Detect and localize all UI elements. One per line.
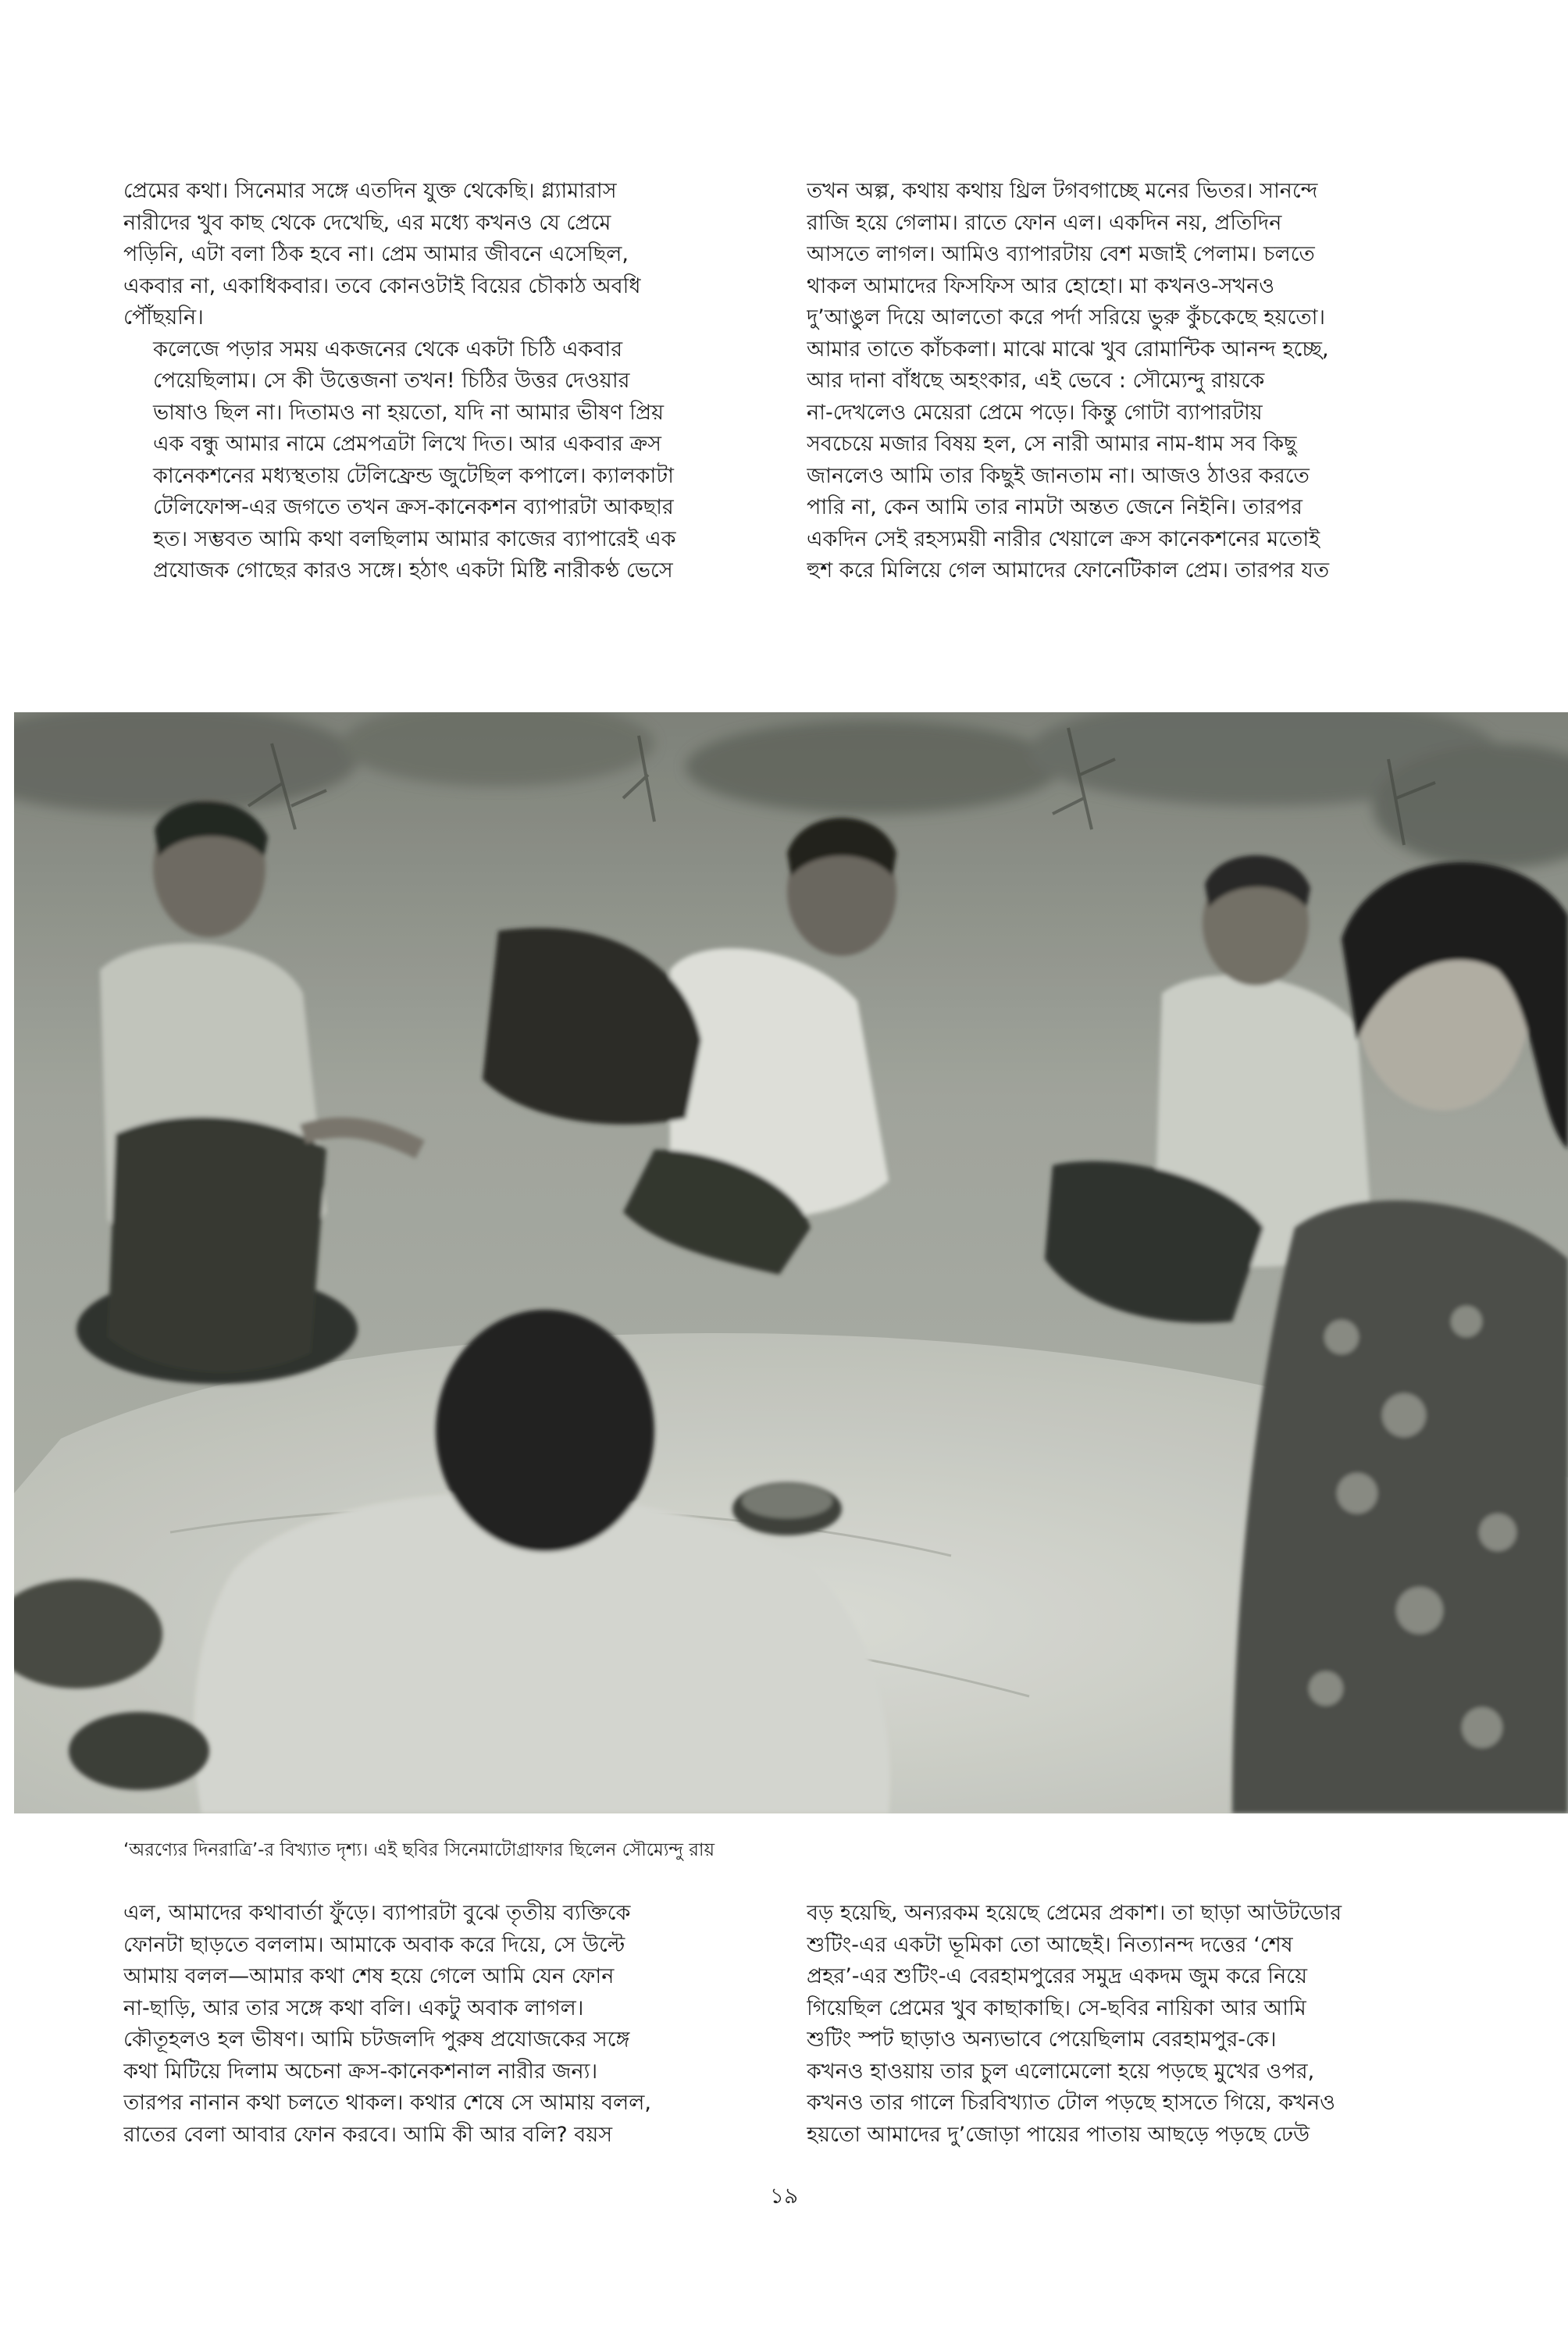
- text-line: রাজি হয়ে গেলাম। রাতে ফোন এল। একদিন নয়, প্রতিদিন: [807, 210, 1282, 235]
- text-line: প্রযোজক গোছের কারও সঙ্গে। হঠাৎ একটা মিষ্টি নারীকণ্ঠ ভেসে: [153, 558, 673, 583]
- photo-caption: ‘অরণ্যের দিনরাত্রি’-র বিখ্যাত দৃশ্য। এই ছবির সিনেমাটোগ্রাফার ছিলেন সৌম্যেন্দু রায়: [123, 1840, 715, 1860]
- text-line: থাকল আমাদের ফিসফিস আর হোহো। মা কখনও-সখনও: [807, 273, 1275, 298]
- text-line: হত। সম্ভবত আমি কথা বলছিলাম আমার কাজের ব্যাপারেই এক: [153, 526, 676, 551]
- text-line: কখনও তার গালে চিরবিখ্যাত টোল পড়ছে হাসতে গিয়ে, কখনও: [807, 2091, 1335, 2115]
- bottom-left-column: [123, 1898, 764, 2151]
- text-line: পেয়েছিলাম। সে কী উত্তেজনা তখন! চিঠির উত্তর দেওয়ার: [153, 369, 630, 393]
- text-line: আর দানা বাঁধছে অহংকার, এই ভেবে : সৌম্যেন্দু রায়কে: [807, 369, 1265, 393]
- text-line: কানেকশনের মধ্যস্থতায় টেলিফ্রেন্ড জুটেছিল কপালে। ক্যালকাটা: [153, 463, 674, 488]
- text-line: গিয়েছিল প্রেমের খুব কাছাকাছি। সে-ছবির নায়িকা আর আমি: [807, 1995, 1306, 2020]
- text-line: পড়িনি, এটা বলা ঠিক হবে না। প্রেম আমার জীবনে এসেছিল,: [123, 242, 629, 266]
- top-right-column: [807, 176, 1451, 587]
- text-line: শুটিং স্পট ছাড়াও অন্যভাবে পেয়েছিলাম বেরহামপুর-কে।: [807, 2027, 1277, 2052]
- text-line: এল, আমাদের কথাবার্তা ফুঁড়ে। ব্যাপারটা বুঝে তৃতীয় ব্যক্তিকে: [123, 1901, 631, 1925]
- text-line: ভাষাও ছিল না। দিতামও না হয়তো, যদি না আমার ভীষণ প্রিয়: [153, 400, 664, 425]
- text-line: হয়তো আমাদের দু’জোড়া পায়ের পাতায় আছড়ে পড়ছে ঢেউ: [807, 2122, 1310, 2147]
- paragraph: [807, 1898, 1451, 2151]
- text-line: কথা মিটিয়ে দিলাম অচেনা ক্রস-কানেকশনাল নারীর জন্য।: [123, 2059, 598, 2084]
- text-line: রাতের বেলা আবার ফোন করবে। আমি কী আর বলি? বয়স: [123, 2122, 613, 2147]
- text-line: বড় হয়েছি, অন্যরকম হয়েছে প্রেমের প্রকাশ। তা ছাড়া আউটডোর: [807, 1901, 1342, 1925]
- text-line: আমার তাতে কাঁচকলা। মাঝে মাঝে খুব রোমান্টিক আনন্দ হচ্ছে,: [807, 337, 1329, 362]
- text-line: আমায় বলল—আমার কথা শেষ হয়ে গেলে আমি যেন ফোন: [123, 1964, 615, 1988]
- text-line: টেলিফোন্স-এর জগতে তখন ক্রস-কানেকশন ব্যাপারটা আকছার: [153, 495, 674, 519]
- text-line: একদিন সেই রহস্যময়ী নারীর খেয়ালে ক্রস কানেকশনের মতোই: [807, 526, 1320, 551]
- film-still-photo: [14, 712, 1568, 1813]
- text-line: তখন অল্প, কথায় কথায় থ্রিল টগবগাচ্ছে মনের ভিতর। সানন্দে: [807, 179, 1318, 203]
- top-left-column: [123, 176, 764, 587]
- text-line: দু’আঙুল দিয়ে আলতো করে পর্দা সরিয়ে ভুরু কুঁচকেছে হয়তো।: [807, 305, 1326, 330]
- page-number: ১৯: [769, 2183, 799, 2209]
- text-line: ফোনটা ছাড়তে বললাম। আমাকে অবাক করে দিয়ে, সে উল্টে: [123, 1932, 625, 1957]
- text-line: কখনও হাওয়ায় তার চুল এলোমেলো হয়ে পড়ছে মুখের ওপর,: [807, 2059, 1315, 2084]
- paragraph: [123, 1898, 764, 2151]
- text-line: একবার না, একাধিকবার। তবে কোনওটাই বিয়ের চৌকাঠ অবধি: [123, 273, 641, 298]
- text-line: নারীদের খুব কাছ থেকে দেখেছি, এর মধ্যে কখনও যে প্রেমে: [123, 210, 611, 235]
- text-line: জানলেও আমি তার কিছুই জানতাম না। আজও ঠাওর করতে: [807, 463, 1310, 488]
- text-line: না-ছাড়ি, আর তার সঙ্গে কথা বলি। একটু অবাক লাগল।: [123, 1995, 584, 2020]
- paragraph: [123, 334, 764, 587]
- text-line: প্রহর’-এর শুটিং-এ বেরহামপুরের সমুদ্র একদম জুম করে নিয়ে: [807, 1964, 1307, 1988]
- text-line: পৌঁছয়নি।: [123, 305, 204, 330]
- text-line: সবচেয়ে মজার বিষয় হল, সে নারী আমার নাম-ধাম সব কিছু: [807, 432, 1297, 456]
- bottom-right-column: [807, 1898, 1451, 2151]
- text-line: তারপর নানান কথা চলতে থাকল। কথার শেষে সে আমায় বলল,: [123, 2091, 651, 2115]
- text-line: আসতে লাগল। আমিও ব্যাপারটায় বেশ মজাই পেলাম। চলতে: [807, 242, 1315, 266]
- paragraph: [123, 176, 764, 334]
- text-line: প্রেমের কথা। সিনেমার সঙ্গে এতদিন যুক্ত থেকেছি। গ্ল্যামারাস: [123, 179, 617, 203]
- text-line: পারি না, কেন আমি তার নামটা অন্তত জেনে নিইনি। তারপর: [807, 495, 1303, 519]
- text-line: এক বন্ধু আমার নামে প্রেমপত্রটা লিখে দিত। আর একবার ক্রস: [153, 432, 661, 456]
- text-line: কলেজে পড়ার সময় একজনের থেকে একটা চিঠি একবার: [153, 337, 623, 362]
- text-line: শুটিং-এর একটা ভূমিকা তো আছেই। নিত্যানন্দ দত্তের ‘শেষ: [807, 1932, 1293, 1957]
- text-line: না-দেখলেও মেয়েরা প্রেমে পড়ে। কিন্তু গোটা ব্যাপারটায়: [807, 400, 1263, 425]
- text-line: হুশ করে মিলিয়ে গেল আমাদের ফোনেটিকাল প্রেম। তারপর যত: [807, 558, 1330, 583]
- text-line: কৌতূহলও হল ভীষণ। আমি চটজলদি পুরুষ প্রযোজকের সঙ্গে: [123, 2027, 630, 2052]
- paragraph: [807, 176, 1451, 587]
